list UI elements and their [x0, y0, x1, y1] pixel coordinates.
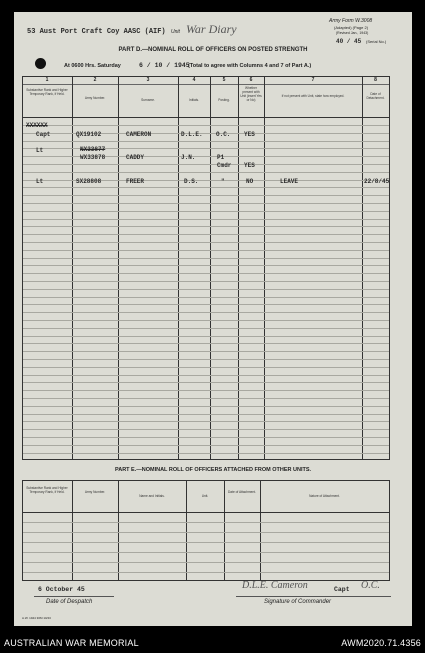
part-e-col-name: Name and Initials.	[139, 494, 165, 498]
row-army-number-struck: NX33877	[80, 146, 106, 153]
form-adapted: (Adapted) (Page 2)	[334, 25, 369, 30]
row-initials: D.L.E.	[181, 131, 203, 138]
unit-name: 53 Aust Port Craft Coy AASC (AIF)	[27, 28, 166, 36]
ruled-line	[23, 141, 389, 142]
ruled-line	[23, 148, 389, 149]
ruled-line	[23, 297, 389, 298]
ruled-line	[23, 437, 389, 438]
form-number: Army Form W.3008	[329, 18, 373, 24]
ruled-line	[23, 195, 389, 196]
row-present: YES	[244, 131, 255, 138]
col-number: 1	[45, 77, 49, 83]
row-rank: Lt	[36, 147, 44, 154]
row-army-number: SX28808	[76, 178, 102, 185]
ruled-line	[23, 351, 389, 352]
ruled-line	[23, 203, 389, 204]
row-posting: P1 Cmdr	[217, 154, 232, 169]
ruled-line	[23, 336, 389, 337]
col-number: 3	[146, 77, 150, 83]
ruled-line	[23, 226, 389, 227]
ruled-line	[23, 258, 389, 259]
part-e-col-nature: Nature of Attachment.	[309, 494, 340, 498]
punch-hole	[35, 58, 46, 69]
commander-rank: Capt	[334, 586, 350, 593]
col-header-posting: Posting.	[218, 98, 230, 102]
col-number: 5	[222, 77, 226, 83]
commander-signature: D.L.E. Cameron	[242, 580, 308, 591]
ruled-line	[23, 250, 389, 251]
ruled-line	[23, 453, 389, 454]
ruled-line	[23, 289, 389, 290]
document-page	[14, 12, 412, 626]
row-detachment-date: 22/8/45	[364, 178, 390, 185]
ruled-line	[23, 320, 389, 321]
col-number: 6	[249, 77, 253, 83]
ruled-line	[23, 375, 389, 376]
row-posting: "	[221, 178, 225, 185]
row-rank: Lt	[36, 178, 44, 185]
part-d-title: PART D.—NOMINAL ROLL OF OFFICERS ON POSTED STRENGTH	[118, 47, 308, 53]
part-d-date: 6 / 10 / 1945	[139, 62, 190, 69]
col-number: 2	[93, 77, 97, 83]
ruled-line	[23, 234, 389, 235]
part-e-col-date: Date of Attachment.	[228, 490, 256, 494]
col-header-army-number: Army Number.	[84, 96, 106, 100]
part-e-col-army-number: Army Number.	[84, 490, 106, 494]
serial-label: (Serial No.)	[366, 39, 387, 44]
row-army-number: WX33878	[80, 154, 106, 161]
signature-label: Signature of Commander	[264, 599, 332, 605]
ruled-line	[23, 265, 389, 266]
part-d-subtitle-suffix: (Total to agree with Columns 4 and 7 of Part A.)	[188, 63, 312, 69]
footer-institution: AUSTRALIAN WAR MEMORIAL	[4, 638, 139, 648]
ruled-line	[23, 414, 389, 415]
row-surname: CAMERON	[126, 131, 152, 138]
ruled-line	[23, 328, 389, 329]
row-rank: Capt	[36, 131, 51, 138]
unit-handwritten: War Diary	[186, 22, 237, 36]
ruled-line	[23, 398, 389, 399]
ruled-line	[23, 172, 389, 173]
unit-label: Unit	[171, 29, 180, 35]
ruled-line	[23, 242, 389, 243]
ruled-line	[23, 572, 389, 573]
part-e-title: PART E.—NOMINAL ROLL OF OFFICERS ATTACHED FROM OTHER UNITS.	[114, 467, 312, 473]
ruled-line	[23, 552, 389, 553]
ruled-line	[23, 367, 389, 368]
ruled-line	[23, 390, 389, 391]
row-army-number: QX19102	[76, 131, 102, 138]
part-e-col-unit: Unit.	[201, 494, 209, 498]
ruled-line	[23, 532, 389, 533]
ruled-line	[23, 156, 389, 157]
row-surname: FREER	[126, 178, 145, 185]
ruled-line	[23, 562, 389, 563]
row-present: NO	[246, 178, 254, 185]
ruled-line	[23, 429, 389, 430]
row-initials: D.S.	[184, 178, 199, 185]
ruled-line	[23, 382, 389, 383]
ruled-line	[23, 211, 389, 212]
part-e-col-rank: Substantive Rank and Higher Temporary Rank, if Held.	[26, 486, 68, 494]
ruled-line	[23, 343, 389, 344]
ruled-line	[23, 164, 389, 165]
part-d-subtitle-prefix: At 0600 Hrs. Saturday	[64, 63, 121, 69]
ruled-line	[23, 522, 389, 523]
row-employed: LEAVE	[280, 178, 299, 185]
col-header-surname: Surname.	[141, 98, 155, 102]
col-header-employed: If not present with Unit, state how employed.	[281, 94, 345, 98]
serial-number: 40 / 45	[336, 38, 362, 45]
ruled-line	[23, 421, 389, 422]
despatch-date-label: Date of Despatch	[46, 599, 93, 605]
footer-accession: AWM2020.71.4356	[341, 638, 421, 648]
col-header-date: Date of Detachment.	[366, 92, 385, 100]
form-revised: (Revised Jan., 1943)	[336, 31, 369, 35]
ruled-line	[23, 304, 389, 305]
ruled-line	[23, 219, 389, 220]
printer-note: A.W. 1944 30M 10/43	[22, 616, 51, 620]
ruled-line	[23, 406, 389, 407]
ruled-line	[23, 281, 389, 282]
commander-title: O.C.	[361, 580, 380, 591]
col-number: 8	[374, 77, 377, 83]
row-rank-struck: XXXXXX	[26, 122, 48, 129]
col-header-initials: Initials.	[189, 98, 199, 102]
col-header-present: Whether present with Unit (insert Yes or No)	[240, 86, 262, 102]
ruled-line	[23, 125, 389, 126]
ruled-line	[23, 445, 389, 446]
ruled-line	[23, 542, 389, 543]
col-header-rank: Substantive Rank and Higher Temporary Rank, if Held.	[26, 88, 68, 96]
row-surname: CADDY	[126, 154, 145, 161]
row-posting: O.C.	[216, 131, 231, 138]
ruled-line	[23, 359, 389, 360]
col-number: 7	[311, 77, 315, 83]
ruled-line	[23, 273, 389, 274]
row-initials: J.N.	[181, 154, 196, 161]
despatch-date: 6 October 45	[38, 586, 85, 593]
ruled-line	[23, 187, 389, 188]
ruled-line	[23, 312, 389, 313]
col-number: 4	[192, 77, 196, 83]
row-present: YES	[244, 162, 255, 169]
